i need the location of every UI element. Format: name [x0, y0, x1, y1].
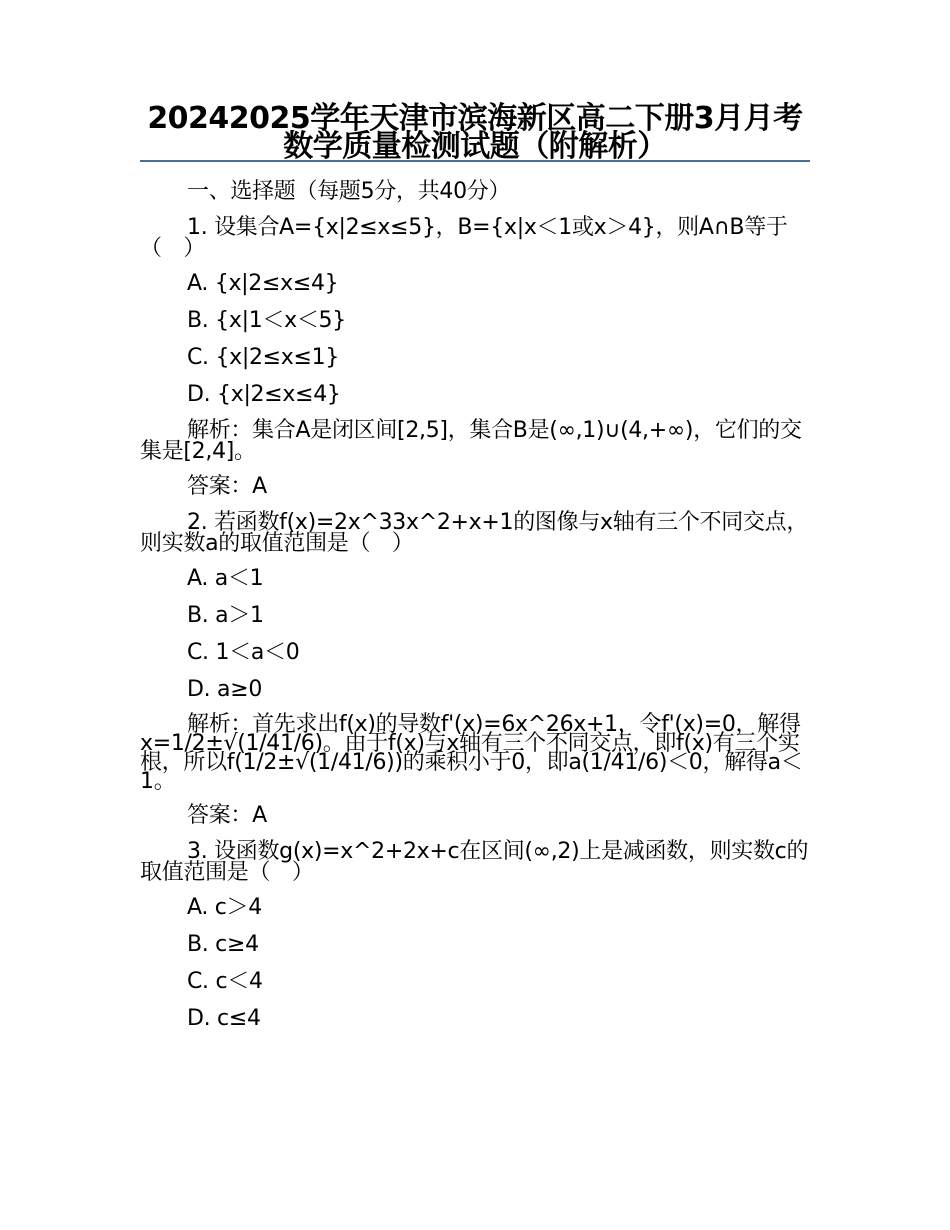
question-1-option-a: A. {x|2≤x≤4} [187, 271, 339, 296]
question-3-option-c: C. c＜4 [187, 969, 263, 994]
question-1-stem: 1. 设集合A={x|2≤x≤5}，B={x|x＜1或x＞4}，则A∩B等于（ ） [140, 215, 788, 261]
document-body [140, 180, 810, 1044]
question-2-stem: 2. 若函数f(x)=2x^33x^2+x+1的图像与x轴有三个不同交点，则实数a的取值范围是（ ） [140, 510, 809, 556]
document-title: 20242025学年天津市滨海新区高二下册3月月考数学质量检测试题（附解析） [147, 101, 803, 164]
question-2-option-d: D. a≥0 [187, 677, 263, 702]
question-3-option-b: B. c≥4 [187, 932, 259, 957]
question-2-option-c: C. 1＜a＜0 [187, 640, 300, 665]
question-3-stem: 3. 设函数g(x)=x^2+2x+c在区间(∞,2)上是减函数，则实数c的取值范围是（ ） [140, 839, 809, 885]
question-1-option-b: B. {x|1＜x＜5} [187, 308, 346, 333]
title-underline [140, 160, 810, 162]
question-3-option-a: A. c＞4 [187, 895, 262, 920]
question-1-option-c: C. {x|2≤x≤1} [187, 345, 340, 370]
question-2-answer: 答案：A [187, 803, 267, 828]
question-1-analysis: 解析：集合A是闭区间[2,5]，集合B是(∞,1)∪(4,+∞)，它们的交集是[2,4]。 [140, 418, 802, 464]
question-1-answer: 答案：A [187, 474, 267, 499]
question-3-option-d: D. c≤4 [187, 1006, 261, 1031]
question-2-analysis: 解析：首先求出f(x)的导数f'(x)=6x^26x+1，令f'(x)=0，解得x=1/2±√(1/41/6)。由于f(x)与x轴有三个不同交点，即f(x)有三个实根，所以f(1/2±√(1/41/6))的乘积小于0，即a(1/41/6)＜0，解得a＜1。 [140, 712, 803, 794]
question-2-option-b: B. a＞1 [187, 603, 264, 628]
question-1-option-d: D. {x|2≤x≤4} [187, 382, 341, 407]
section-heading: 一、选择题（每题5分，共40分） [187, 179, 511, 204]
question-2-option-a: A. a＜1 [187, 566, 264, 591]
